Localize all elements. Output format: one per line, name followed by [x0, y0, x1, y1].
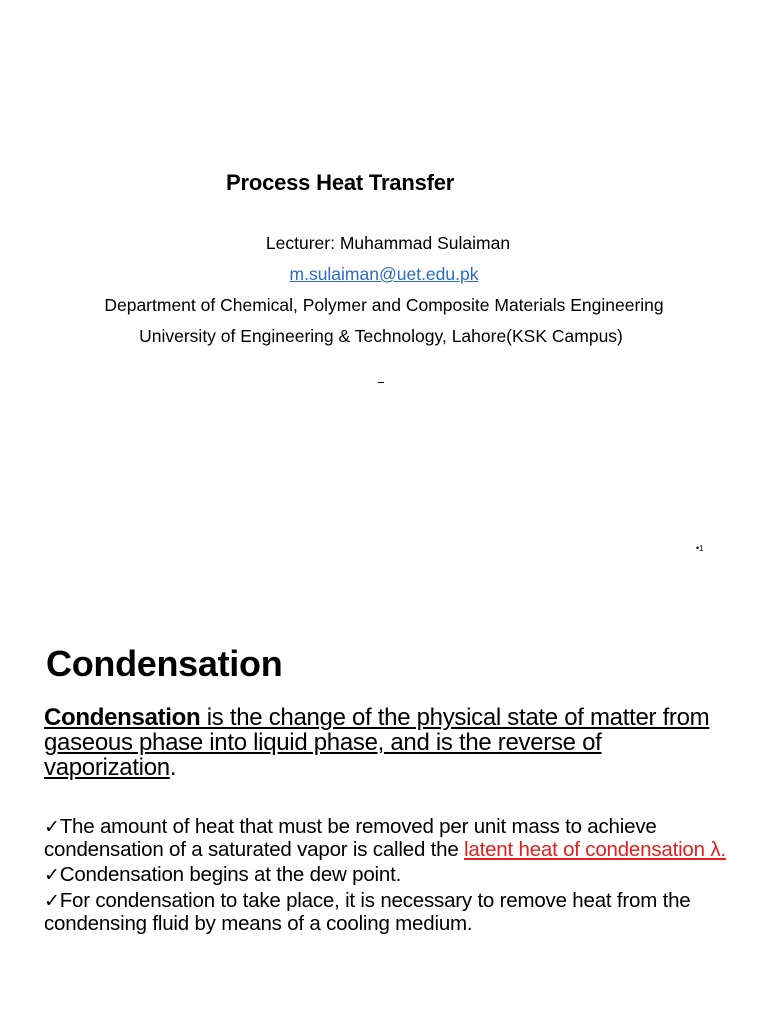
department-name: Department of Chemical, Polymer and Composite Materials Engineering	[104, 295, 664, 315]
divider-dash	[378, 382, 384, 383]
check-icon: ✓	[44, 891, 60, 912]
definition-end: .	[169, 754, 177, 781]
definition-term: Condensation	[44, 704, 201, 731]
definition-text: is the change of the physical state of matter from gaseous phase into liquid phase, and is the reverse of vaporization	[44, 704, 710, 781]
check-icon: ✓	[44, 865, 60, 886]
university-name: University of Engineering & Technology, Lahore(KSK Campus)	[139, 326, 623, 346]
slide-title: Process Heat Transfer	[226, 170, 455, 195]
list-item	[44, 890, 744, 935]
point-text: For condensation to take place, it is necessary to remove heat from the condensing fluid by means of a cooling medium.	[44, 889, 691, 935]
slide-number	[696, 543, 704, 553]
check-icon: ✓	[44, 817, 60, 838]
list-item	[44, 864, 744, 887]
list-item	[44, 816, 744, 861]
latent-heat-link[interactable]: latent heat of condensation λ.	[464, 838, 726, 861]
slide-number-bullet: •	[696, 543, 700, 553]
email-line	[0, 264, 768, 285]
definition-paragraph	[44, 705, 734, 780]
point-text: Condensation begins at the dew point.	[59, 863, 402, 886]
bullet-points	[44, 816, 744, 938]
section-heading: Condensation	[46, 643, 283, 684]
slide-number-value: 1	[699, 544, 704, 553]
point-text: The amount of heat that must be removed per unit mass to achieve condensation of a saturated vapor is called the	[44, 815, 657, 861]
lecturer-name: Lecturer: Muhammad Sulaiman	[265, 233, 511, 253]
email-link[interactable]: m.sulaiman@uet.edu.pk	[289, 264, 479, 284]
